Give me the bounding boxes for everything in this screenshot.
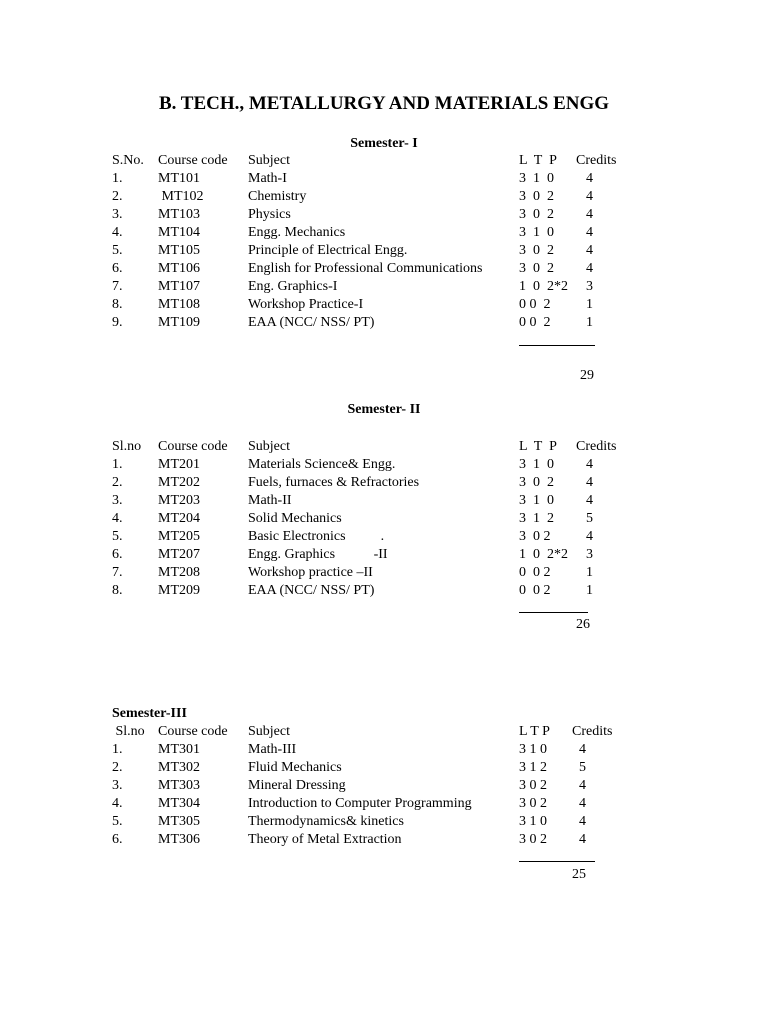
col-credits-header: Credits [572, 724, 613, 739]
row-sno: 8. [112, 583, 123, 598]
row-sno: 5. [112, 529, 123, 544]
row-code: MT207 [158, 547, 200, 562]
row-credits: 5 [586, 511, 593, 526]
col-code-header: Course code [158, 439, 228, 454]
row-credits: 4 [579, 742, 586, 757]
row-code: MT304 [158, 796, 200, 811]
row-ltp: 3 0 2 [519, 832, 547, 847]
row-code: MT106 [158, 261, 200, 276]
table-row [0, 564, 768, 582]
row-subject: Eng. Graphics-I [248, 279, 338, 294]
table-row [0, 188, 768, 206]
table-row [0, 224, 768, 242]
row-ltp: 3 1 2 [519, 760, 547, 775]
row-ltp: 0 0 2 [519, 315, 551, 330]
row-ltp: 3 1 0 [519, 457, 554, 472]
table-row [0, 492, 768, 510]
row-credits: 4 [586, 475, 593, 490]
table-row [0, 510, 768, 528]
row-sno: 3. [112, 207, 123, 222]
table-row [0, 831, 768, 849]
row-sno: 2. [112, 475, 123, 490]
row-code: MT205 [158, 529, 200, 544]
table-row [0, 795, 768, 813]
semester-2-total: 26 [576, 617, 590, 632]
row-credits: 4 [586, 189, 593, 204]
row-code: MT102 [158, 189, 204, 204]
row-credits: 1 [586, 565, 593, 580]
row-credits: 4 [586, 493, 593, 508]
table-row [0, 456, 768, 474]
row-subject: Materials Science& Engg. [248, 457, 396, 472]
row-ltp: 3 0 2 [519, 243, 554, 258]
table-row [0, 546, 768, 564]
row-code: MT303 [158, 778, 200, 793]
table-row [0, 278, 768, 296]
row-ltp: 3 0 2 [519, 796, 547, 811]
row-ltp: 3 0 2 [519, 778, 547, 793]
col-ltp-header: L T P [519, 724, 550, 739]
row-subject: Theory of Metal Extraction [248, 832, 402, 847]
row-sno: 9. [112, 315, 123, 330]
row-ltp: 0 0 2 [519, 583, 551, 598]
row-sno: 2. [112, 189, 123, 204]
col-code-header: Course code [158, 153, 228, 168]
row-sno: 1. [112, 742, 123, 757]
row-credits: 4 [579, 832, 586, 847]
row-subject: EAA (NCC/ NSS/ PT) [248, 315, 375, 330]
row-code: MT204 [158, 511, 200, 526]
row-credits: 1 [586, 297, 593, 312]
col-ltp-header: L T P [519, 439, 557, 454]
row-subject: Workshop Practice-I [248, 297, 364, 312]
row-credits: 4 [579, 814, 586, 829]
semester-1-total: 29 [580, 368, 594, 383]
row-code: MT301 [158, 742, 200, 757]
table-row [0, 170, 768, 188]
total-rule [519, 861, 595, 862]
row-subject: Fuels, furnaces & Refractories [248, 475, 420, 490]
row-ltp: 3 1 0 [519, 742, 547, 757]
row-credits: 4 [586, 243, 593, 258]
row-code: MT202 [158, 475, 200, 490]
row-ltp: 3 1 2 [519, 511, 554, 526]
total-rule [519, 612, 588, 613]
page-title: B. TECH., METALLURGY AND MATERIALS ENGG [158, 93, 610, 114]
col-sno-header: Sl.no [112, 439, 142, 454]
col-code-header: Course code [158, 724, 228, 739]
row-ltp: 3 0 2 [519, 475, 554, 490]
row-sno: 6. [112, 547, 123, 562]
row-ltp: 1 0 2*2 [519, 547, 568, 562]
row-ltp: 3 1 0 [519, 225, 554, 240]
semester-1-heading: Semester- I [350, 136, 418, 151]
row-credits: 3 [586, 279, 593, 294]
col-sno-header: Sl.no [112, 724, 145, 739]
row-ltp: 0 0 2 [519, 565, 551, 580]
row-subject: Engg. Mechanics [248, 225, 346, 240]
row-credits: 4 [579, 796, 586, 811]
row-subject: Mineral Dressing [248, 778, 346, 793]
table-row [0, 474, 768, 492]
row-subject: Math-II [248, 493, 292, 508]
row-sno: 5. [112, 814, 123, 829]
row-ltp: 3 0 2 [519, 189, 554, 204]
row-credits: 4 [579, 778, 586, 793]
row-subject: English for Professional Communications [248, 261, 483, 276]
row-code: MT101 [158, 171, 200, 186]
row-subject: Math-III [248, 742, 297, 757]
row-credits: 4 [586, 457, 593, 472]
semester-3-heading: Semester-III [112, 706, 187, 721]
table-row [0, 260, 768, 278]
row-subject: Basic Electronics . [248, 529, 385, 544]
row-sno: 6. [112, 261, 123, 276]
row-ltp: 3 1 0 [519, 814, 547, 829]
row-subject: Solid Mechanics [248, 511, 342, 526]
row-sno: 1. [112, 457, 123, 472]
row-credits: 5 [579, 760, 586, 775]
table-row [0, 759, 768, 777]
row-sno: 4. [112, 225, 123, 240]
row-subject: Physics [248, 207, 291, 222]
table-header [0, 438, 768, 456]
table-header [0, 723, 768, 741]
col-sno-header: S.No. [112, 153, 144, 168]
row-code: MT108 [158, 297, 200, 312]
row-sno: 8. [112, 297, 123, 312]
row-sno: 7. [112, 565, 123, 580]
row-code: MT104 [158, 225, 200, 240]
row-code: MT107 [158, 279, 200, 294]
col-subject-header: Subject [248, 439, 290, 454]
row-code: MT201 [158, 457, 200, 472]
total-rule [519, 345, 595, 346]
table-row [0, 582, 768, 600]
row-subject: Fluid Mechanics [248, 760, 342, 775]
row-sno: 4. [112, 796, 123, 811]
row-credits: 1 [586, 315, 593, 330]
row-code: MT305 [158, 814, 200, 829]
row-ltp: 3 0 2 [519, 261, 554, 276]
row-credits: 4 [586, 261, 593, 276]
table-row [0, 813, 768, 831]
row-code: MT302 [158, 760, 200, 775]
row-code: MT306 [158, 832, 200, 847]
row-subject: Introduction to Computer Programming [248, 796, 472, 811]
table-header [0, 152, 768, 170]
row-sno: 3. [112, 778, 123, 793]
row-code: MT208 [158, 565, 200, 580]
row-ltp: 3 1 0 [519, 493, 554, 508]
col-ltp-header: L T P [519, 153, 557, 168]
row-code: MT103 [158, 207, 200, 222]
row-ltp: 3 0 2 [519, 207, 554, 222]
row-subject: Math-I [248, 171, 287, 186]
col-subject-header: Subject [248, 153, 290, 168]
col-credits-header: Credits [576, 439, 617, 454]
row-sno: 3. [112, 493, 123, 508]
row-subject: Thermodynamics& kinetics [248, 814, 404, 829]
row-credits: 3 [586, 547, 593, 562]
table-row [0, 242, 768, 260]
row-subject: Principle of Electrical Engg. [248, 243, 408, 258]
row-credits: 1 [586, 583, 593, 598]
table-row [0, 741, 768, 759]
row-credits: 4 [586, 171, 593, 186]
col-subject-header: Subject [248, 724, 290, 739]
row-credits: 4 [586, 529, 593, 544]
row-code: MT109 [158, 315, 200, 330]
row-sno: 6. [112, 832, 123, 847]
semester-2-heading: Semester- II [347, 402, 421, 417]
row-subject: Workshop practice –II [248, 565, 373, 580]
table-row [0, 314, 768, 332]
row-credits: 4 [586, 207, 593, 222]
row-code: MT203 [158, 493, 200, 508]
row-sno: 5. [112, 243, 123, 258]
table-row [0, 206, 768, 224]
row-subject: Chemistry [248, 189, 307, 204]
table-row [0, 777, 768, 795]
row-ltp: 3 0 2 [519, 529, 551, 544]
table-row [0, 528, 768, 546]
row-ltp: 3 1 0 [519, 171, 554, 186]
col-credits-header: Credits [576, 153, 617, 168]
row-ltp: 0 0 2 [519, 297, 551, 312]
row-sno: 1. [112, 171, 123, 186]
row-sno: 7. [112, 279, 123, 294]
row-sno: 2. [112, 760, 123, 775]
table-row [0, 296, 768, 314]
row-code: MT209 [158, 583, 200, 598]
row-subject: EAA (NCC/ NSS/ PT) [248, 583, 375, 598]
row-credits: 4 [586, 225, 593, 240]
row-ltp: 1 0 2*2 [519, 279, 568, 294]
row-subject: Engg. Graphics -II [248, 547, 388, 562]
row-code: MT105 [158, 243, 200, 258]
row-sno: 4. [112, 511, 123, 526]
semester-3-total: 25 [572, 867, 586, 882]
